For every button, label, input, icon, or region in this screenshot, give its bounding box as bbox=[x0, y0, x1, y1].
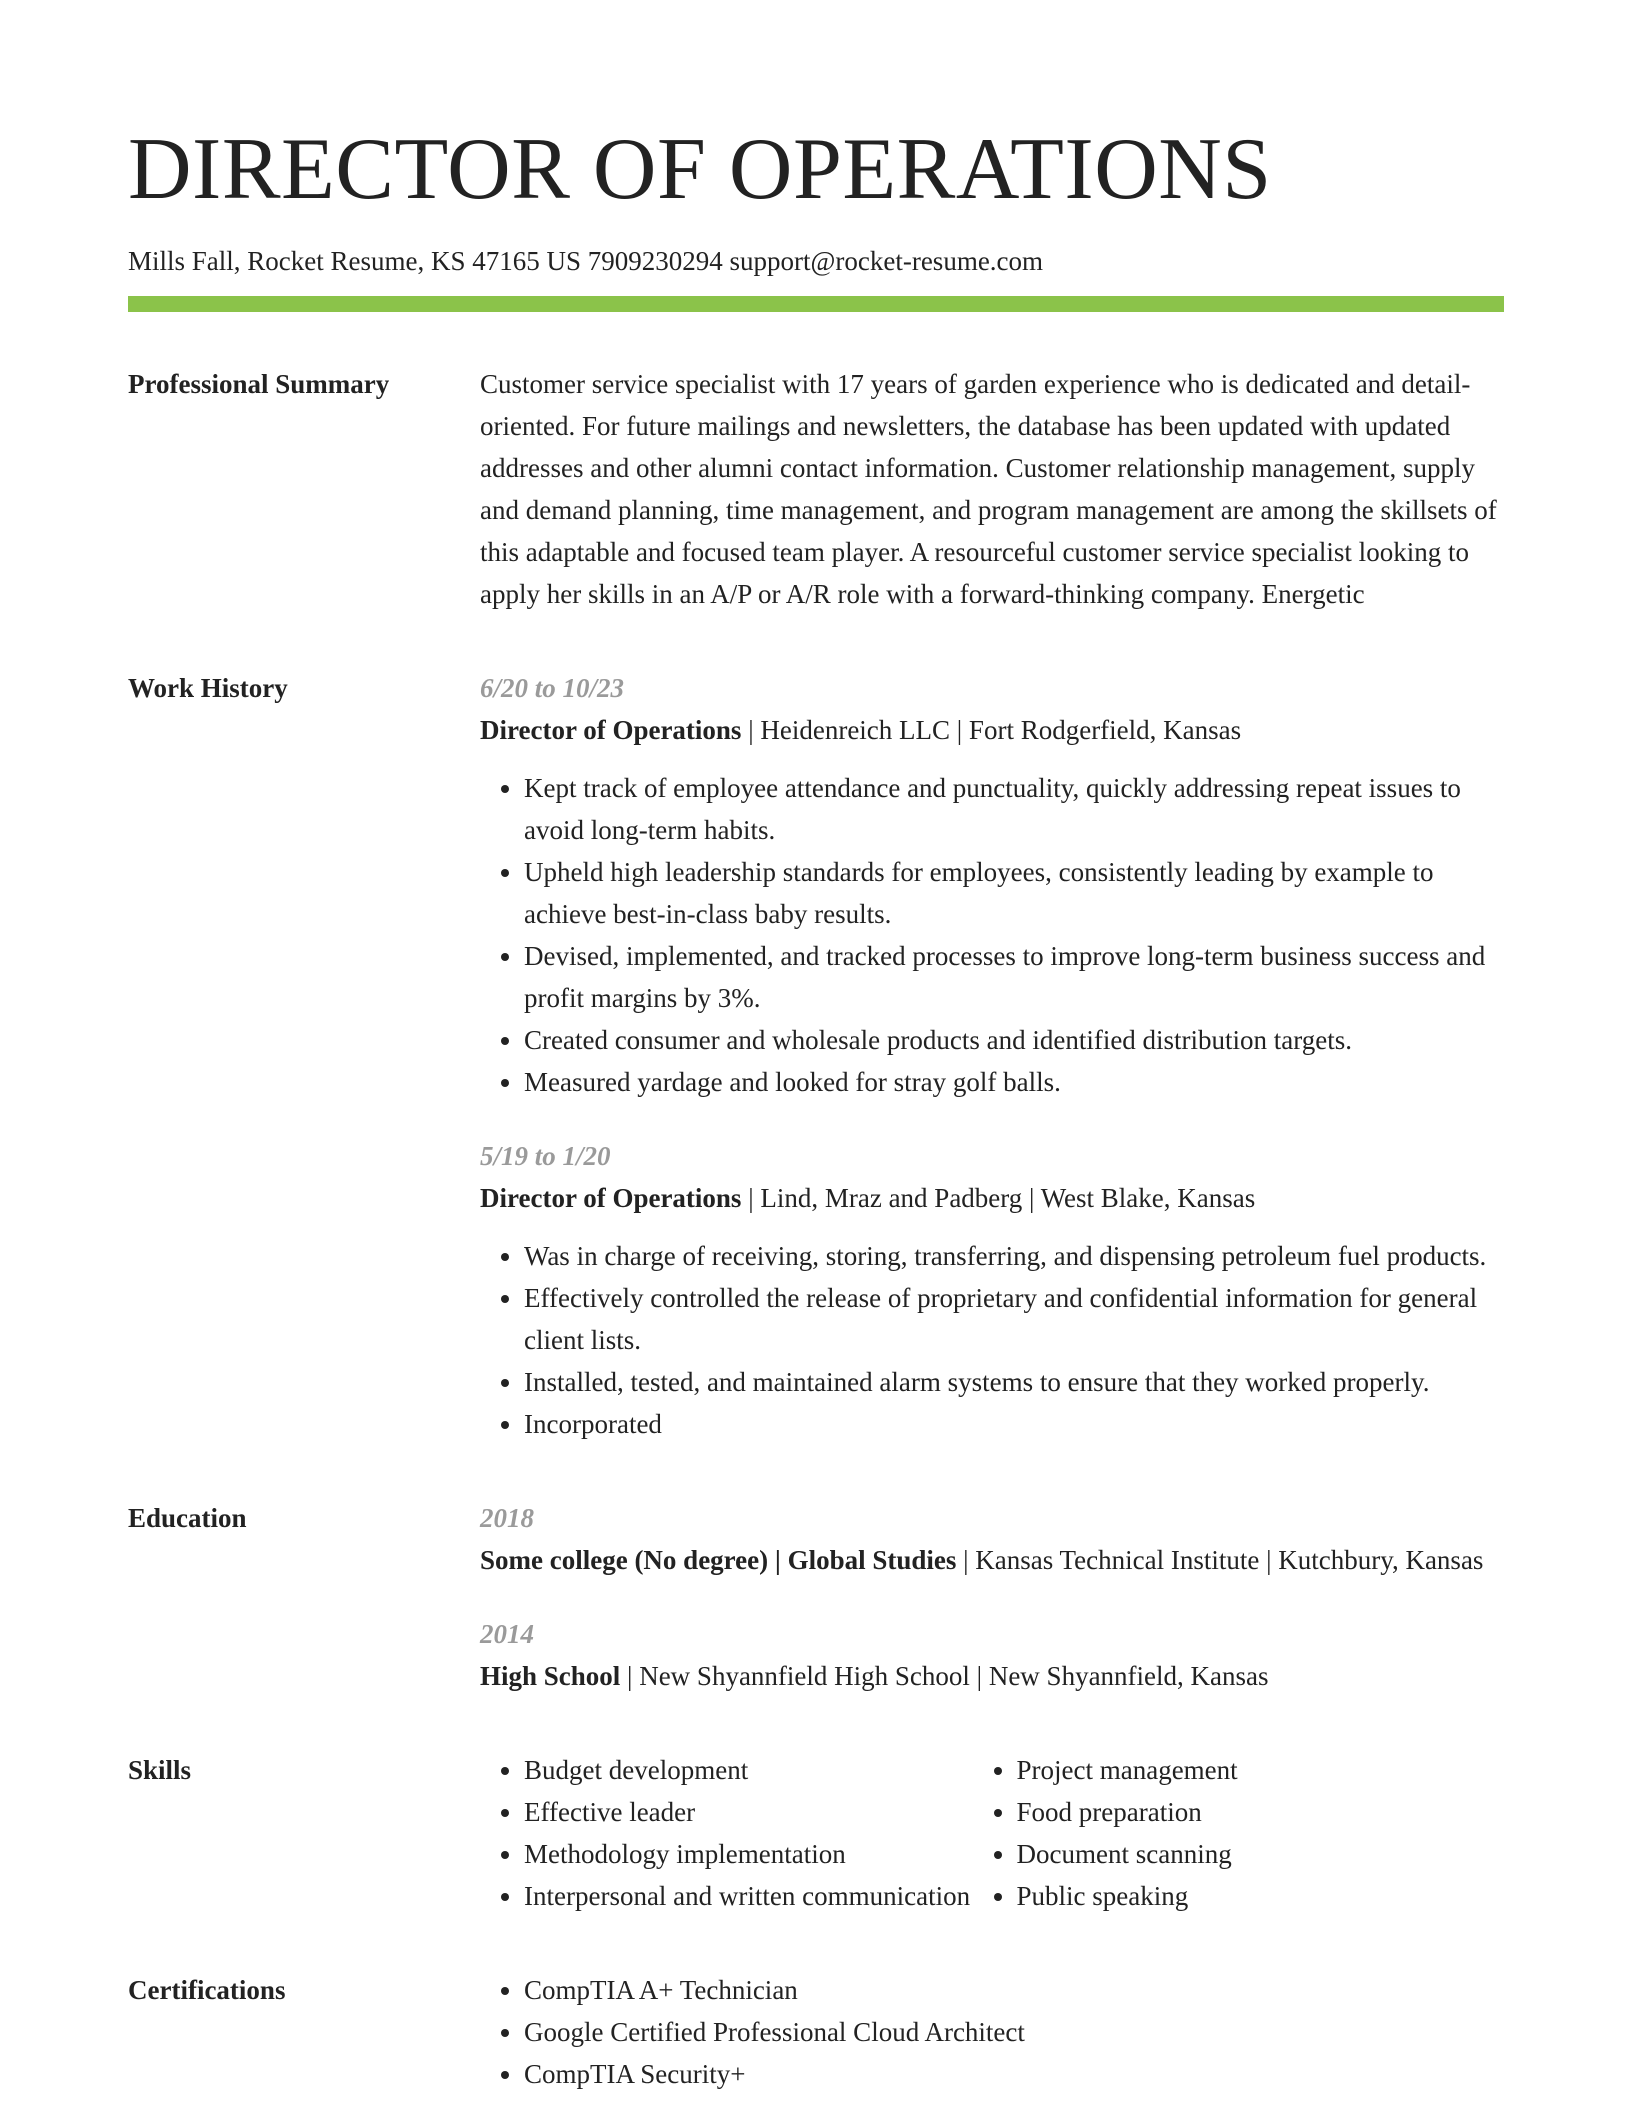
skill-item: • Public speaking bbox=[1017, 1875, 1505, 1917]
job-role-line bbox=[480, 1177, 1504, 1219]
summary-text: Customer service specialist with 17 years of garden experience who is dedicated and detail-oriented. For future mailings and newsletters, the database has been updated with updated addresses and other alumni contact information. Customer relationship management, supply and demand planning, time management, and program management are among the skillsets of this adaptable and focused team player. A resourceful customer service specialist looking to apply her skills in an A/P or A/R role with a forward-thinking company. Energetic bbox=[480, 369, 1497, 609]
job-bullets bbox=[480, 1235, 1504, 1445]
education-year: 2014 bbox=[480, 1619, 534, 1649]
section-label-skills: Skills bbox=[128, 1755, 192, 1785]
job-bullet: • Was in charge of receiving, storing, transferring, and dispensing petroleum fuel products. bbox=[524, 1235, 1504, 1277]
job-entry bbox=[480, 1135, 1504, 1445]
education-entry bbox=[480, 1497, 1504, 1581]
skill-item: • Effective leader bbox=[524, 1791, 973, 1833]
job-bullet: • Measured yardage and looked for stray golf balls. bbox=[524, 1061, 1504, 1103]
section-label-summary: Professional Summary bbox=[128, 369, 390, 399]
job-details: | Heidenreich LLC | Fort Rodgerfield, Kansas bbox=[741, 715, 1242, 745]
resume-page bbox=[128, 0, 1504, 2095]
certification-item: • CompTIA A+ Technician bbox=[524, 1969, 1504, 2011]
education-degree: Some college (No degree) | Global Studies bbox=[480, 1545, 957, 1575]
contact-line: Mills Fall, Rocket Resume, KS 47165 US 7909230294 support@rocket-resume.com bbox=[128, 246, 1044, 276]
certification-item: • CompTIA Security+ bbox=[524, 2053, 1504, 2095]
job-bullet: • Incorporated bbox=[524, 1403, 1504, 1445]
skill-item: • Project management bbox=[1017, 1749, 1505, 1791]
header-divider bbox=[128, 296, 1504, 312]
job-details: | Lind, Mraz and Padberg | West Blake, Kansas bbox=[741, 1183, 1256, 1213]
certifications-section bbox=[128, 1969, 1504, 2095]
skills-section bbox=[128, 1749, 1504, 1917]
certifications-list bbox=[480, 1969, 1504, 2095]
section-label-education: Education bbox=[128, 1503, 247, 1533]
skill-item: • Interpersonal and written communication bbox=[524, 1875, 973, 1917]
job-bullet: • Installed, tested, and maintained alarm systems to ensure that they worked properly. bbox=[524, 1361, 1504, 1403]
skill-item: • Document scanning bbox=[1017, 1833, 1505, 1875]
job-dates: 5/19 to 1/20 bbox=[480, 1141, 611, 1171]
resume-title: DIRECTOR OF OPERATIONS bbox=[128, 121, 1272, 218]
job-bullet: • Created consumer and wholesale products and identified distribution targets. bbox=[524, 1019, 1504, 1061]
education-section bbox=[128, 1497, 1504, 1697]
job-dates: 6/20 to 10/23 bbox=[480, 673, 625, 703]
job-title: Director of Operations bbox=[480, 715, 742, 745]
job-bullet: • Kept track of employee attendance and punctuality, quickly addressing repeat issues to avoid long-term habits. bbox=[524, 767, 1504, 851]
skills-list-right bbox=[973, 1749, 1505, 1917]
job-bullet: • Upheld high leadership standards for employees, consistently leading by example to achieve best-in-class baby results. bbox=[524, 851, 1504, 935]
job-bullets bbox=[480, 767, 1504, 1103]
education-degree: High School bbox=[480, 1661, 621, 1691]
job-title: Director of Operations bbox=[480, 1183, 742, 1213]
education-line bbox=[480, 1655, 1504, 1697]
job-role-line bbox=[480, 709, 1504, 751]
certification-item: • Google Certified Professional Cloud Architect bbox=[524, 2011, 1504, 2053]
job-entry bbox=[480, 667, 1504, 1103]
job-bullet: • Effectively controlled the release of proprietary and confidential information for general client lists. bbox=[524, 1277, 1504, 1361]
skill-item: • Methodology implementation bbox=[524, 1833, 973, 1875]
education-details: | New Shyannfield High School | New Shyannfield, Kansas bbox=[620, 1661, 1269, 1691]
skills-list-left bbox=[480, 1749, 973, 1917]
education-line bbox=[480, 1539, 1504, 1581]
job-bullet: • Devised, implemented, and tracked processes to improve long-term business success and profit margins by 3%. bbox=[524, 935, 1504, 1019]
skill-item: • Budget development bbox=[524, 1749, 973, 1791]
education-year: 2018 bbox=[480, 1503, 534, 1533]
section-label-certifications: Certifications bbox=[128, 1975, 286, 2005]
education-details: | Kansas Technical Institute | Kutchbury, Kansas bbox=[956, 1545, 1484, 1575]
summary-section bbox=[128, 363, 1504, 615]
work-history-section bbox=[128, 667, 1504, 1445]
skill-item: • Food preparation bbox=[1017, 1791, 1505, 1833]
section-label-work-history: Work History bbox=[128, 673, 288, 703]
education-entry bbox=[480, 1613, 1504, 1697]
